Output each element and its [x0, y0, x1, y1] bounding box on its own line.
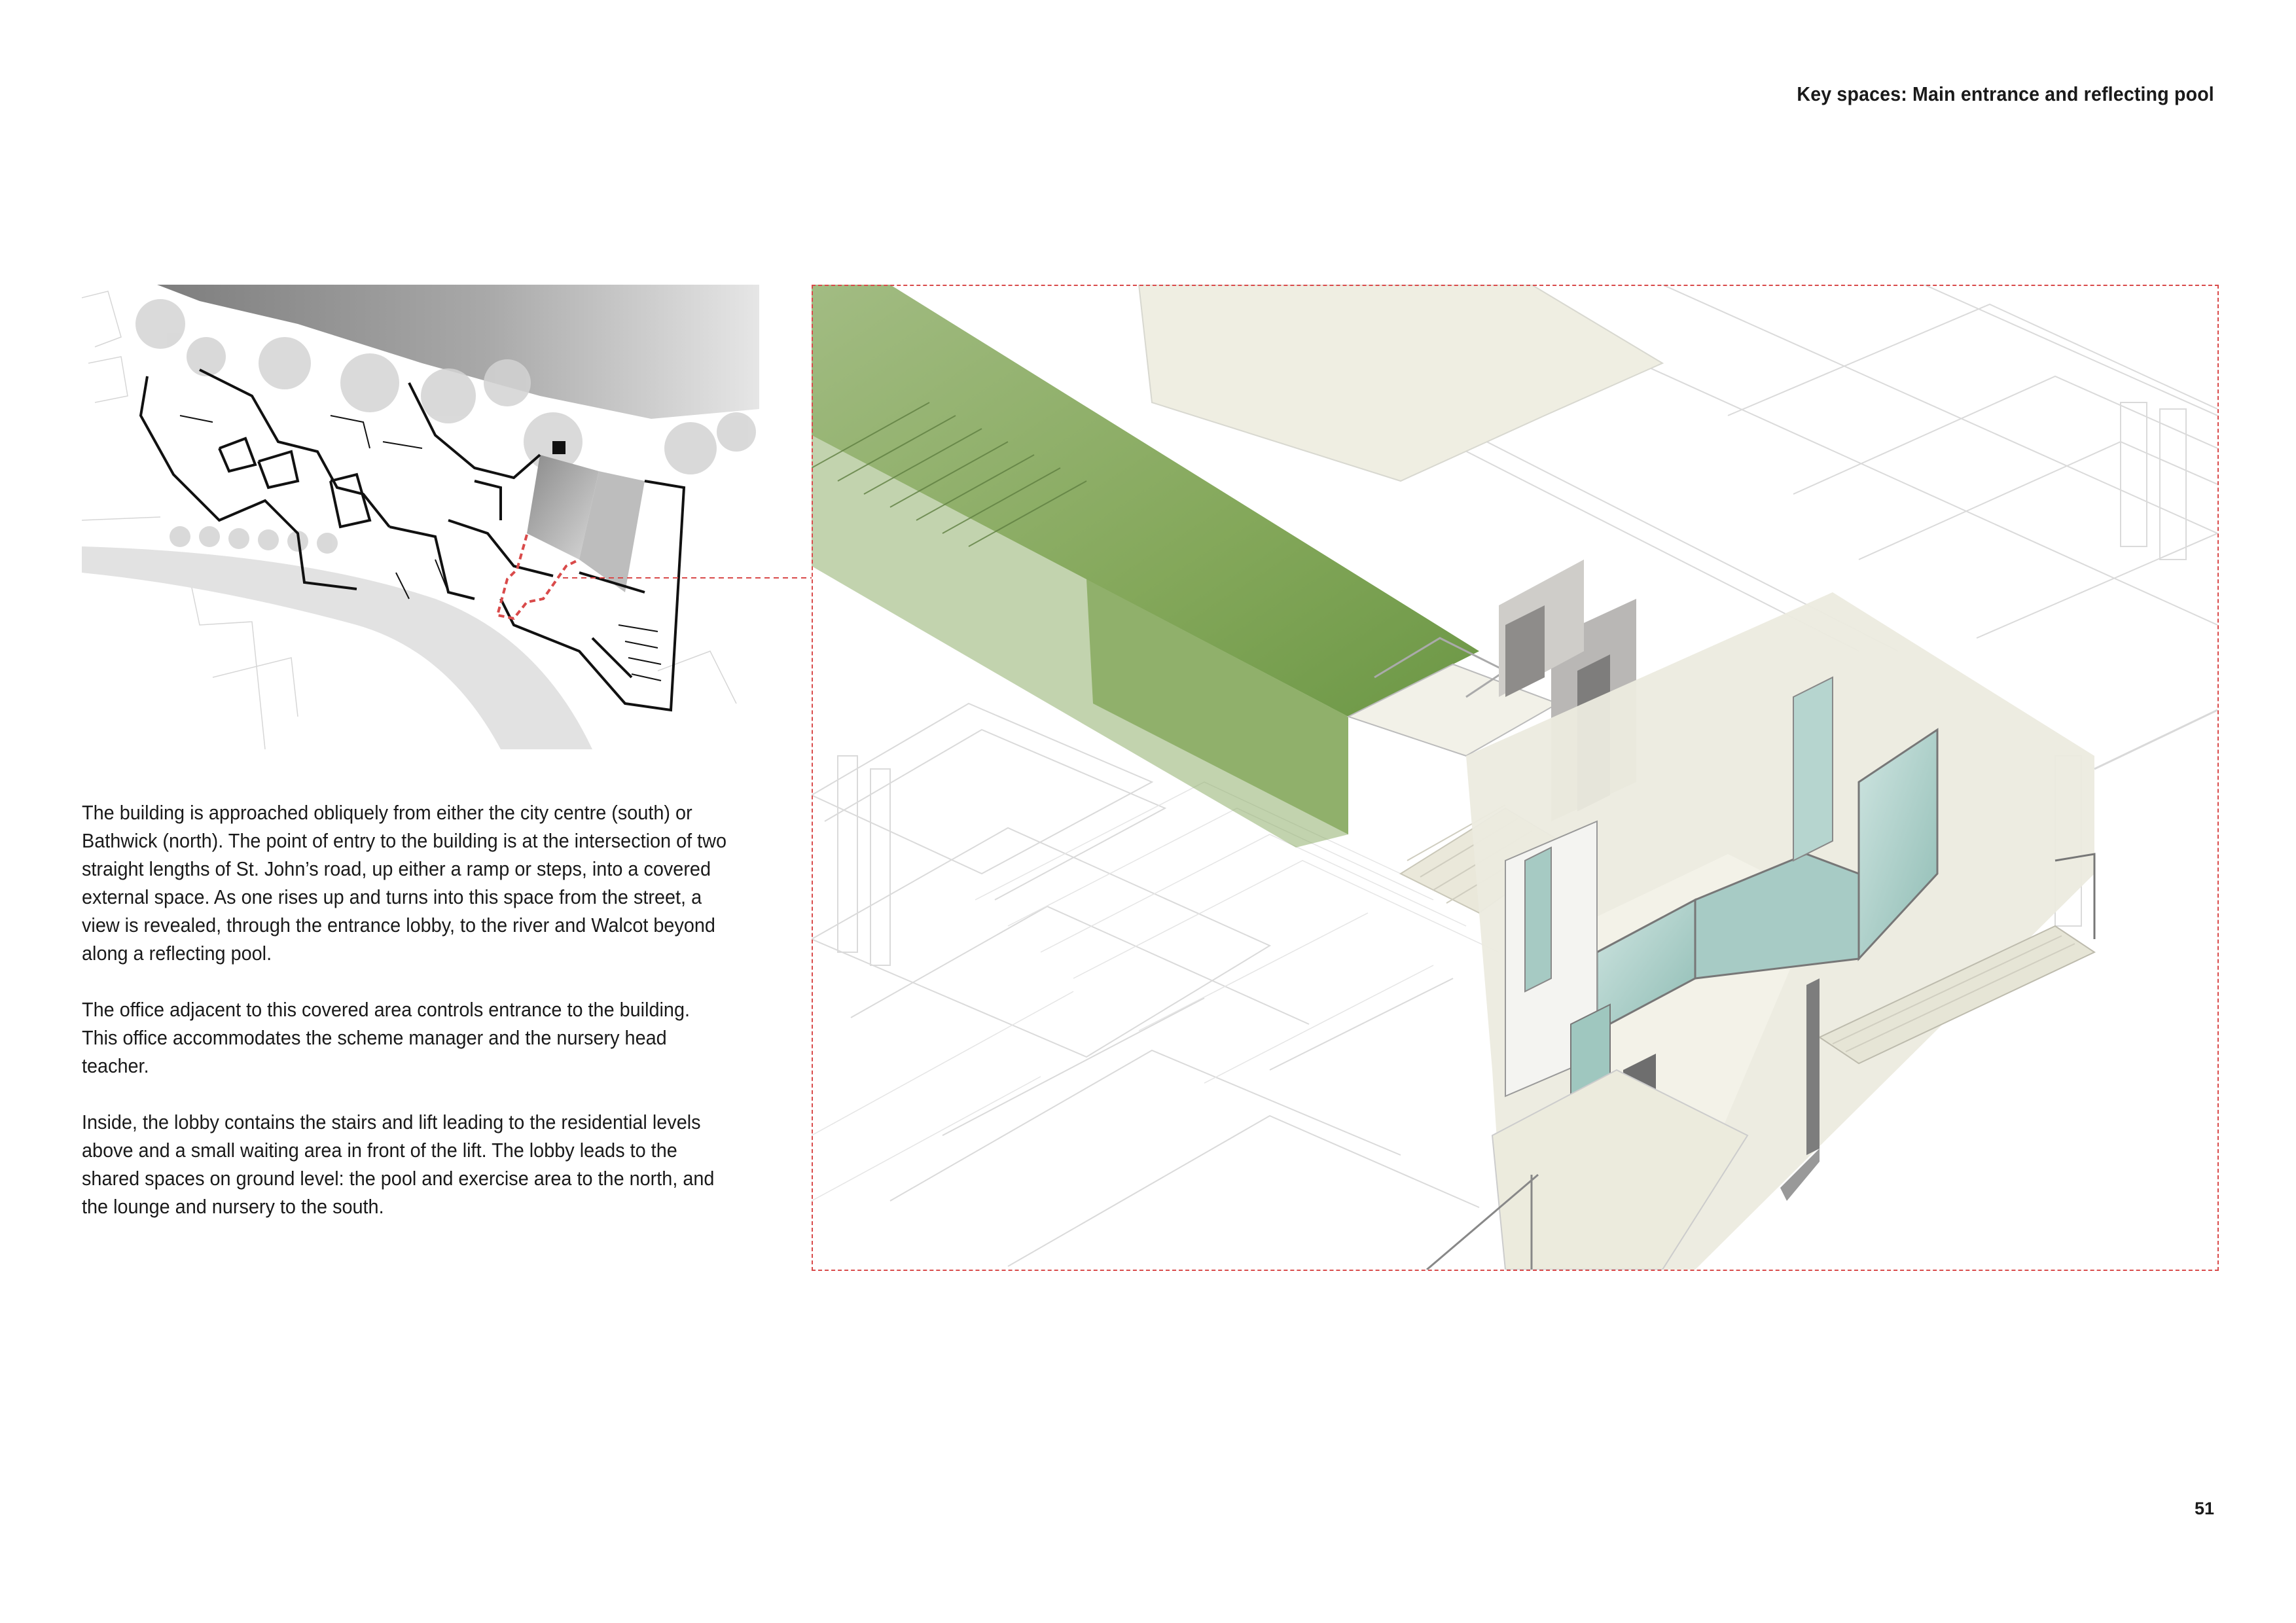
site-plan-drawing: [82, 285, 759, 749]
upper-terrace: [1139, 285, 1662, 481]
page-number: 51: [2194, 1499, 2214, 1518]
page-title: Key spaces: Main entrance and reflecting pool: [1797, 82, 2214, 105]
paragraph-office: The office adjacent to this covered area controls entrance to the building. This office accommodates the scheme manager and the nursery head teacher.: [82, 998, 691, 1077]
axonometric-drawing: [812, 285, 2217, 1270]
paragraph-approach: The building is approached obliquely from either the city centre (south) or Bathwick (north). The point of entry to the building is at the intersection of two straight lengths of St. John’s road, up either a ramp or steps, into a covered external space. As one rises up and turns into this space from the street, a view is revealed, through the entrance lobby, to the river and Walcot beyond along a reflecting pool.: [82, 801, 727, 965]
road: [82, 546, 592, 749]
body-text: [82, 798, 727, 1249]
paragraph-lobby: Inside, the lobby contains the stairs and lift leading to the residential levels above and a small waiting area in front of the lift. The lobby leads to the shared spaces on ground level: the pool and exercise area to the north, and the lounge and nursery to the south.: [82, 1111, 715, 1218]
